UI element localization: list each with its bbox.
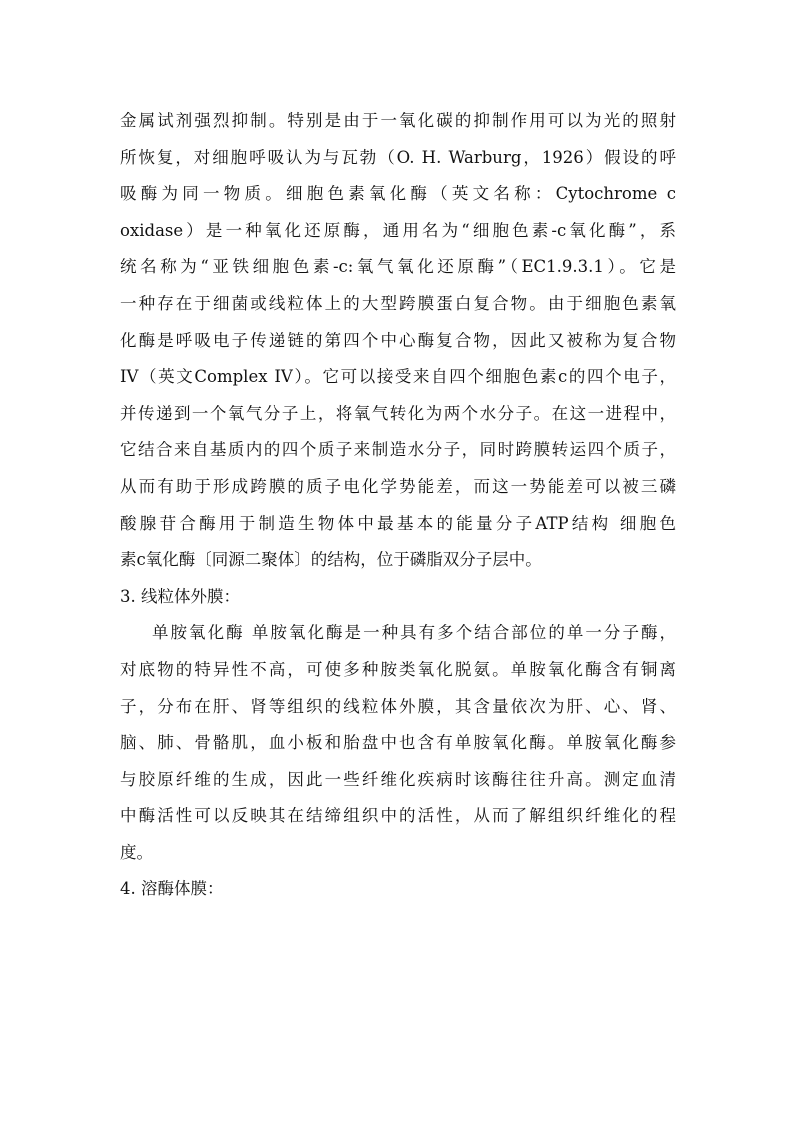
text-line: 对底物的特异性不高，可使多种胺类氧化脱氨。单胺氧化酶含有铜离 xyxy=(120,659,676,679)
text-line: 统名称为“亚铁细胞色素-c:氧气氧化还原酶”（EC1.9.3.1）。它是 xyxy=(120,257,676,277)
paragraph-cytochrome-oxidase xyxy=(120,103,676,579)
text-line: oxidase）是一种氧化还原酶，通用名为“细胞色素-c氧化酶”，系 xyxy=(120,220,676,240)
paragraph-monoamine-oxidase xyxy=(120,615,676,871)
text-line: 子，分布在肝、肾等组织的线粒体外膜，其含量依次为肝、心、肾、 xyxy=(120,696,676,716)
text-line: 并传递到一个氧气分子上，将氧气转化为两个水分子。在这一进程中， xyxy=(120,403,676,423)
text-line: 素c氧化酶〔同源二聚体〕的结构，位于磷脂双分子层中。 xyxy=(120,550,542,570)
section-heading-outer-membrane: 3. 线粒体外膜： xyxy=(120,586,240,606)
text-line: 度。 xyxy=(120,842,153,862)
text-line: IV（英文Complex IV）。它可以接受来自四个细胞色素c的四个电子， xyxy=(120,367,676,387)
text-line: 金属试剂强烈抑制。特别是由于一氧化碳的抑制作用可以为光的照射 xyxy=(120,111,676,130)
text-line: 酸腺苷合酶用于制造生物体中最基本的能量分子ATP结构 细胞色 xyxy=(120,513,676,533)
text-line: 化酶是呼吸电子传递链的第四个中心酶复合物，因此又被称为复合物 xyxy=(120,330,676,350)
text-line: 所恢复，对细胞呼吸认为与瓦勃（O. H. Warburg，1926）假设的呼 xyxy=(120,147,676,167)
text-line: 一种存在于细菌或线粒体上的大型跨膜蛋白复合物。由于细胞色素氧 xyxy=(120,293,676,313)
document-body xyxy=(120,103,676,908)
section-heading-lysosome-membrane: 4. 溶酶体膜： xyxy=(120,879,224,899)
text-line: 与胶原纤维的生成，因此一些纤维化疾病时该酶往往升高。测定血清 xyxy=(120,769,676,789)
text-line: 从而有助于形成跨膜的质子电化学势能差，而这一势能差可以被三磷 xyxy=(120,476,676,496)
text-line: 中酶活性可以反映其在结缔组织中的活性，从而了解组织纤维化的程 xyxy=(120,806,676,826)
text-line: 它结合来自基质内的四个质子来制造水分子，同时跨膜转运四个质子， xyxy=(120,440,676,460)
text-line: 吸酶为同一物质。细胞色素氧化酶（英文名称：Cytochrome c xyxy=(120,184,676,204)
text-line: 脑、肺、骨骼肌，血小板和胎盘中也含有单胺氧化酶。单胺氧化酶参 xyxy=(120,733,676,753)
text-line: 单胺氧化酶 单胺氧化酶是一种具有多个结合部位的单一分子酶， xyxy=(152,623,676,643)
